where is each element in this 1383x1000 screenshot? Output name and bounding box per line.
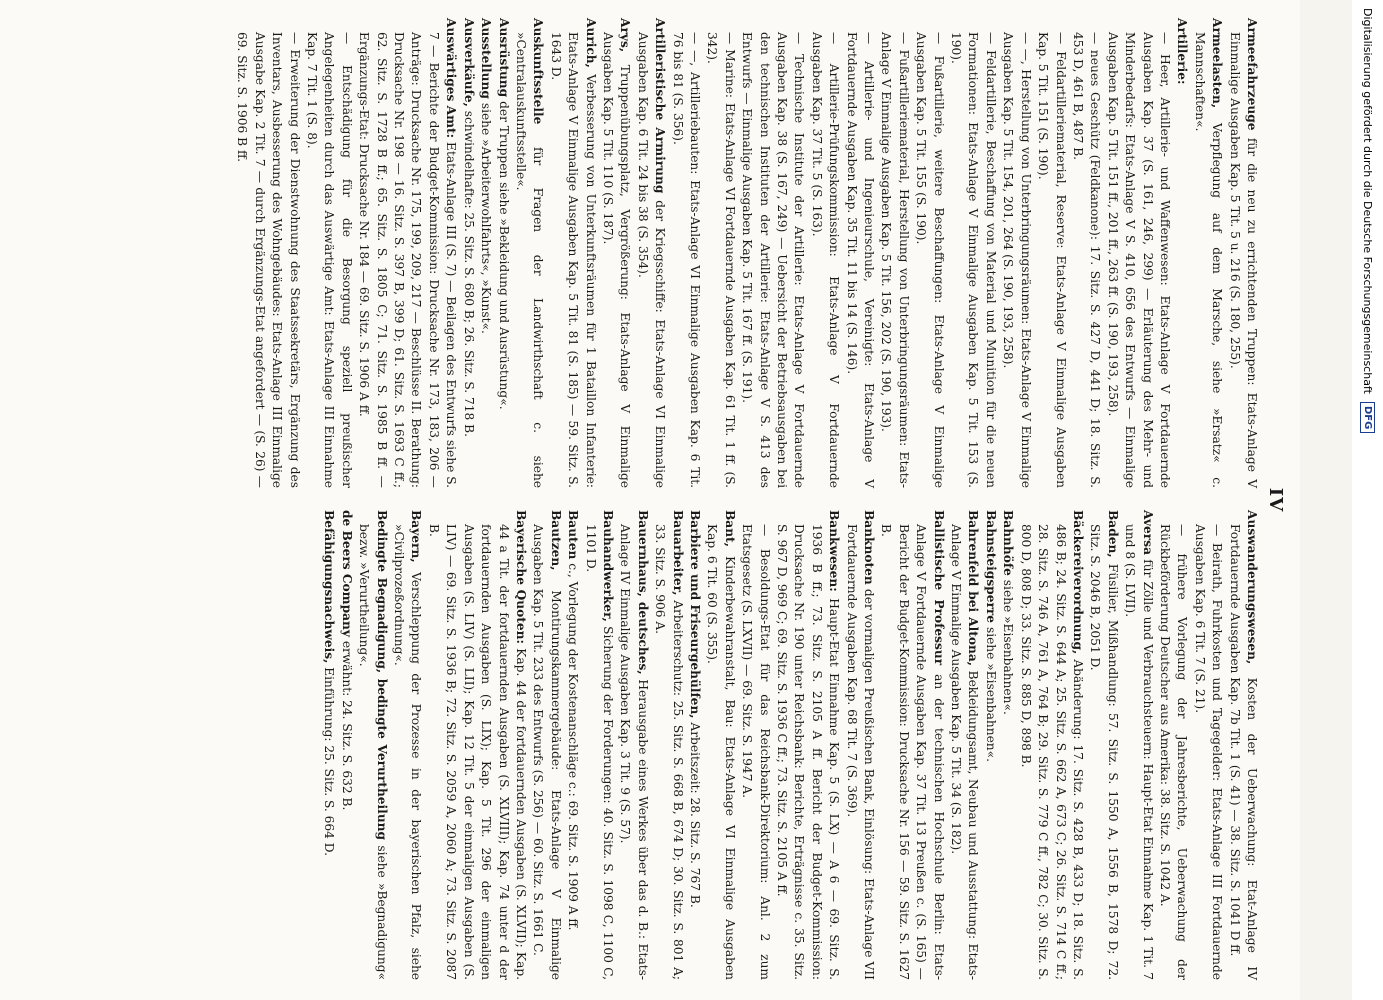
index-entry-heading: Arys, [618, 18, 633, 53]
index-entry-heading: de Beers Company [339, 510, 354, 637]
index-entry-text: Arbeiterschutz: 25. Sitz. S. 668 B, 674 D; 30. Sitz. S. 801 A; 33. Sitz. S. 906 A. [653, 524, 685, 981]
index-entry [668, 18, 703, 488]
digitization-footer [1352, 0, 1383, 1000]
index-entry-text: Verbesserung von Unterkunftsräumen für 1 Bataillon Infanterie: Etats-Anlage V Einmalige Ausgaben Kap. 5 Tit. 81 (S. 185) — 59. Sitz. S. 1643 D. [548, 32, 598, 488]
index-entry-text: für Zölle und Verbrauchsteuern: Haupt-Etat Einnahme Kap. 1 Tit. 7 und 8 (S. LVII). [1123, 524, 1155, 981]
index-entry [999, 510, 1016, 980]
index-entry-text: Entschädigung für die Besorgung speziell preußischer Angelegenheiten durch das Auswärtige Amt: Etats-Anlage III Einnahme Kap. 7 Tit. 1 (S. 8). [305, 32, 354, 488]
index-entry-heading: Aurich, [583, 18, 598, 68]
index-entry-text: —, Artilleriebauten: Etats-Anlage VI Einmalige Ausgaben Kap. 6 Tit. 76 bis 81 (S. 356). [670, 32, 702, 488]
index-entry [773, 510, 843, 980]
index-entry-text: Montirungskammergebäude: Etats-Anlage V Einmalige Ausgaben Kap. 5 Tit. 233 des Entwurfs (S. 256) — 60. Sitz. S. 1661 C. [531, 524, 563, 981]
index-entry-heading: Bautzen, [548, 510, 563, 571]
index-entry-text: Artillerie- und Ingenieurschule, Vereinigte: Etats-Anlage V Fortdauernde Ausgaben Kap. 35 Tit. 11 bis 14 (S. 146). [844, 32, 877, 488]
index-entry-heading: Bauarbeiter, [670, 510, 685, 596]
index-entry-text: Verschleppung der Prozesse in der bayerischen Pfalz, siehe »Civilprozeßordnung«. [392, 524, 424, 981]
index-entry-text: —, Herstellung von Unterbringungsräumen: Etats-Anlage V Einmalige Ausgaben Kap. 5 Tit. 154, 201, 264 (S. 190, 193, 258). [1001, 32, 1033, 488]
index-entry [999, 18, 1034, 488]
index-entry [564, 510, 581, 980]
index-entry-text: der Truppen siehe »Bekleidung und Ausrüstung«. [496, 101, 511, 410]
index-entry-text: Feldartillerie, Beschaffung von Material und Munition für die neuen Formationen: Etats-Anlage V Einmalige Ausgaben Kap. 5 Tit. 153 (S. 190). [949, 32, 998, 488]
index-entry-heading: Armeelasten, [1210, 18, 1225, 109]
index-entry-text: erwähnt: 24. Sitz. S. 632 B. [339, 640, 354, 811]
index-entry-text: Truppenübungsplatz, Vergrößerung: Etats-Anlage V Einmalige Ausgaben Kap. 5 Tit. 110 (S. 187). [600, 32, 633, 488]
dfg-logo-icon: DFG [1360, 402, 1375, 433]
index-entry [947, 18, 999, 488]
index-entry [337, 510, 354, 980]
index-entry-text: Arbeitszeit: 28. Sitz. S. 767 B. [688, 722, 702, 908]
index-entry [616, 510, 651, 980]
index-entry-heading: Artillerie: [1175, 18, 1190, 85]
index-entry-text: Artillerie-Prüfungskommission: Etats-Anlage V Fortdauernde Ausgaben Kap. 37 Tit. 5 (S. 163). [809, 32, 842, 488]
index-entry [581, 510, 616, 980]
index-entry [912, 18, 947, 488]
index-entry-text: der Kriegsschiffe: Etats-Anlage VI Einmalige Ausgaben Kap. 6 Tit. 24 bis 38 (S. 354). [635, 32, 668, 489]
index-entry-heading: Ballistische Professur [931, 510, 946, 666]
index-entry [529, 510, 564, 980]
footer-credit-text: Digitalisierung gefördert durch die Deutsche Forschungsgemeinschaft [1361, 8, 1374, 394]
index-entry-text: Bekleidungsamt, Neubau und Ausstattung: Etats-Anlage V Einmalige Ausgaben Kap. 5 Tit. 34 (S. 182). [949, 524, 981, 980]
index-entry-text: Verpflegung auf dem Marsche, siehe »Ersatz« c. Mannschaften«. [1192, 32, 1225, 489]
index-entry-text: Erweiterung der Dienstwohnung des Staatssekretärs, Ergänzung des Inventars, Ausbesserung des Wohngebäudes: Etats-Anlage III Einmalige Ausgabe Kap. 2 Tit. 7 — durch Ergänzungs-Etat angefordert — (S. 26) — 69. Sitz. S. 1906 B ff. [235, 32, 302, 488]
index-entry [1121, 510, 1156, 980]
index-entry [1069, 18, 1104, 488]
index-entry-text: schwindelhafte: 25. Sitz. S. 680 B; 26. Sitz. S. 718 B. [461, 110, 476, 438]
index-entry [355, 510, 390, 980]
index-entry [1103, 18, 1173, 488]
index-entry [233, 18, 303, 488]
index-entry [633, 18, 668, 488]
index-entry [355, 18, 459, 488]
index-entry-text: Etats-Anlage III (S. 7) — Beilagen des Entwurfs siehe S. 7 — Berichte der Budget-Kommission: Drucksache Nr. 173, 183, 206 — Anträge: Drucksache Nr. 175, 199, 209, 217 — Beschlüsse II. Berathung: Drucksache Nr. 198 — 16. Sitz. S. 397 B, 399 D; 61. Sitz. S. 1693 C ff.; 62. Sitz. S. 1728 B ff.; 65. Sitz. S. 1805 C; 71. Sitz. S. 1985 B ff. — Ergänzungs-Etat: Drucksache Nr. 184 — 69. Sitz. S. 1906 A ff. [357, 32, 459, 489]
index-entry-heading: Auskunftsstelle [531, 18, 546, 125]
index-entry-heading: Befähigungsnachweis, [322, 510, 337, 664]
index-entry-text: c., Vorlegung der Kostenanschläge c.: 69. Sitz. S. 1909 A ff. [566, 563, 581, 931]
index-entry-text: Herausgabe eines Werkes über das d. B.: Etats-Anlage IV Einmalige Ausgaben Kap. 3 Tit. 9 (S. 57). [618, 524, 650, 980]
index-entry-text: der vormaligen Preußischen Bank, Einlösung: Etats-Anlage VII Fortdauernde Ausgaben Kap. 68 Tit. 7 (S. 369). [844, 524, 877, 980]
index-entry-heading: Ausstellung [479, 18, 494, 99]
index-entry-heading: Bayern, [409, 510, 424, 563]
index-entry-heading: Bäckereiverordnung, [1070, 510, 1085, 655]
index-entry-heading: Bankwesen: [827, 510, 842, 592]
index-entry-heading: Bauernhaus, deutsches, [635, 510, 650, 675]
index-entry-text: Heer, Artillerie- und Waffenwesen: Etats-Anlage V Fortdauernde Ausgaben Kap. 37 (S. 161, 246, 299) — Erläuterung des Mehr- und Minderbedarfs: Etats-Anlage V S. 410, 656 des Entwurfs — Einmalige Ausgaben Kap. 5 Tit. 151 ff., 201 ff., 263 ff. (S. 190, 193, 258). [1105, 32, 1172, 489]
index-entry [1225, 18, 1260, 488]
index-entry [877, 18, 912, 488]
index-entry-text: Beirath, Fuhrkosten und Tagegelder: Etats-Anlage III Fortdauernde Ausgaben Kap. 6 Tit. 7 (S. 21). [1192, 524, 1225, 980]
index-entry-text: Fußartillerie, weitere Beschaffungen: Etats-Anlage V Einmalige Ausgaben Kap. 5 Tit. 155 (S. 190). [914, 32, 946, 488]
index-entry [477, 18, 494, 488]
index-entry-text: neues Geschütz (Feldkanone): 17. Sitz. S. 427 D, 441 D; 18. Sitz. S. 453 D, 461 B, 487 B. [1070, 32, 1103, 488]
index-entry-heading: Auswärtiges Amt: [444, 18, 459, 139]
index-entry [1034, 18, 1069, 488]
index-entry [877, 510, 947, 980]
index-entry-text: Kosten der Ueberwachung: Etat-Anlage IV Fortdauernde Ausgaben Kap. 7b Tit. 1 (S. 41) — 38. Sitz. S. 1041 D ff. [1227, 524, 1259, 980]
index-entry [947, 510, 982, 980]
index-entry-text: für die neu zu errichtenden Truppen: Etats-Anlage V Einmalige Ausgaben Kap. 5 Tit. 5 u. 216 (S. 180, 255). [1227, 32, 1259, 489]
index-entry-heading: Ausverkäufe, [461, 18, 476, 107]
index-entry-heading: Bedingte Begnadigung, bedingte Verurtheilung [374, 510, 389, 841]
index-entry-text: für Fragen der Landwirthschaft c. siehe »Centralauskunftsstelle«. [513, 32, 546, 489]
index-entry [390, 510, 425, 980]
page-number: IV [1265, 487, 1286, 513]
index-entry [599, 18, 634, 488]
index-entry-heading: Barbiere und Friseurgehülfen, [688, 510, 702, 719]
index-entry-text: Abänderung: 17. Sitz. S. 428 B, 433 D; 18. Sitz. S. 486 B; 24. Sitz. S. 644 A; 25. Sitz. S. 662 A, 673 C; 26. Sitz. S. 714 C ff.; 28. Sitz. S. 746 A, 761 A, 764 B; 29. Sitz. S. 779 C ff., 782 C; 30. Sitz. S. 800 D, 808 D; 33. Sitz. S. 885 D, 898 B. [1018, 524, 1085, 981]
index-entry-heading: Bauten [566, 510, 581, 560]
index-entry-text: frühere Vorlegung der Jahresberichte, Ueberwachung der Rückbeförderung Deutscher aus Amerika: 38. Sitz. S. 1042 A. [1157, 524, 1190, 981]
index-entry-heading: Bant, [722, 510, 737, 547]
index-entry [512, 18, 547, 488]
index-entry-heading: Bauhandwerker, [600, 510, 615, 622]
index-entry-text: siehe »Eisenbahnen«. [983, 626, 998, 762]
index-entry-heading: Banknoten [862, 510, 877, 585]
index-entry-heading: Auswanderungswesen, [1245, 510, 1259, 665]
index-entry [494, 18, 511, 488]
index-entry-text: Sicherung der Forderungen: 40. Sitz. S. 1098 C, 1100 C, 1101 D. [583, 524, 615, 980]
index-column-right [320, 510, 1260, 980]
index-entry [738, 18, 808, 488]
index-entry [1016, 510, 1086, 980]
index-entry-text: siehe »Eisenbahnen«. [1001, 579, 1016, 715]
index-entry-text: siehe »Begnadigung« bezw. »Verurtheilung«. [357, 524, 389, 980]
index-entry [703, 18, 738, 488]
index-entry-text: Marine: Etats-Anlage VI Fortdauernde Ausgaben Kap. 61 Tit. 1 ff. (S. 342). [705, 32, 737, 489]
index-entry [738, 510, 773, 980]
index-entry-text: Einführung: 25. Sitz. S. 664 D. [322, 667, 337, 856]
index-entry-heading: Ausrüstung [496, 18, 511, 98]
index-entry [1190, 18, 1225, 488]
index-entry-heading: Bahnhöfe [1001, 510, 1016, 576]
index-entry [842, 510, 877, 980]
index-entry-text: Kap. 44 der fortdauernden Ausgaben (S. XLVII); Kap. 44 a Tit. der fortdauernden Ausgaben (S. XLVIII); Kap. 74 unter d der fortdauernden Ausgaben (S. LIX); Kap. 5 Tit. 296 der einmaligen Ausgaben (S. LIV) (S. LII); Kap. 12 Tit. 5 der einmaligen Ausgaben (S. LIV) — 69. Sitz. S. 1936 B; 72. Sitz. S. 2059 A, 2060 A; 73. Sitz. S. 2087 B. [426, 524, 528, 981]
index-entry [303, 18, 355, 488]
index-entry [459, 18, 476, 488]
index-entry-text: an der technischen Hochschule Berlin: Etats-Anlage V Fortdauernde Ausgaben Kap. 37 Tit. 13 Preußen c. (S. 165) — Bericht der Budget-Kommission: Drucksache Nr. 156 — 59. Sitz. S. 1627 B. [879, 524, 946, 980]
index-entry-heading: Bayerische Quoten: [513, 510, 528, 644]
index-entry-heading: Artilleristische Armirung [653, 18, 668, 194]
index-entry-text: Haupt-Etat Einnahme Kap. 5 (S. LX) — A 6 — 69. Sitz. S. 1936 B ff.; 73. Sitz. S. 2105 A ff. Bericht der Budget-Kommission: Drucksache Nr. 190 unter Reichsbank: Berichte, Erträgnisse c. 35. Sitz. S. 967 D, 969 C; 69. Sitz. S. 1936 C ff.; 73. Sitz. S. 2105 A ff. [775, 524, 842, 981]
index-entry [1225, 510, 1260, 980]
index-entry [1173, 18, 1190, 488]
index-entry-heading: Bahrenfeld bei Altona, [966, 510, 981, 666]
index-entry-text: Feldartilleriematerial, Reserve: Etats-Anlage V Einmalige Ausgaben Kap. 5 Tit. 151 (S. 190). [1036, 32, 1068, 489]
index-entry-text: siehe »Arbeiterwohlfahrts«, »Kunst«. [479, 102, 494, 334]
index-column-left [233, 18, 1260, 488]
index-entry [320, 510, 337, 980]
index-entry-text: Technische Institute der Artillerie: Etats-Anlage V Fortdauernde Ausgaben Kap. 38 (S. 167, 249) — Uebersicht der Betriebsausgaben bei den technischen Instituten der Artillerie: Etats-Anlage V S. 413 des Entwurfs — Einmalige Ausgaben Kap. 5 Tit. 167 ff. (S. 191). [740, 32, 807, 488]
index-entry [1156, 510, 1191, 980]
index-entry [982, 510, 999, 980]
index-entry-heading: Bahnsteigsperre [983, 510, 998, 624]
index-entry-heading: Aversa [1140, 510, 1155, 555]
index-entry-heading: Armeefahrzeuge [1245, 18, 1259, 131]
index-entry [842, 18, 877, 488]
index-entry-heading: Baden, [1105, 510, 1120, 558]
index-entry [1086, 510, 1121, 980]
index-entry-text: Füsilier, Mißhandlung: 57. Sitz. S. 1550 A, 1556 B, 1578 D; 72. Sitz. S. 2046 B, 2051 D. [1088, 524, 1120, 981]
index-entry [651, 510, 686, 980]
index-entry-text: Fußartilleriematerial, Herstellung von Unterbringungsräumen: Etats-Anlage V Einmalige Ausgaben Kap. 5 Tit. 156, 202 (S. 190, 193). [879, 32, 911, 489]
index-entry [686, 510, 703, 980]
index-entry [546, 18, 598, 488]
index-entry [703, 510, 738, 980]
index-entry [1190, 510, 1225, 980]
index-entry-text: Kinderbewahranstalt, Bau: Etats-Anlage VI Einmalige Ausgaben Kap. 6 Tit. 60 (S. 355). [705, 524, 737, 981]
index-entry [425, 510, 529, 980]
index-entry-text: Besoldungs-Etat für das Reichsbank-Direktorium: Anl. 2 zum Etatsgesetz (S. LXVII) — 69. Sitz. S. 1947 A. [740, 524, 772, 980]
index-entry [807, 18, 842, 488]
